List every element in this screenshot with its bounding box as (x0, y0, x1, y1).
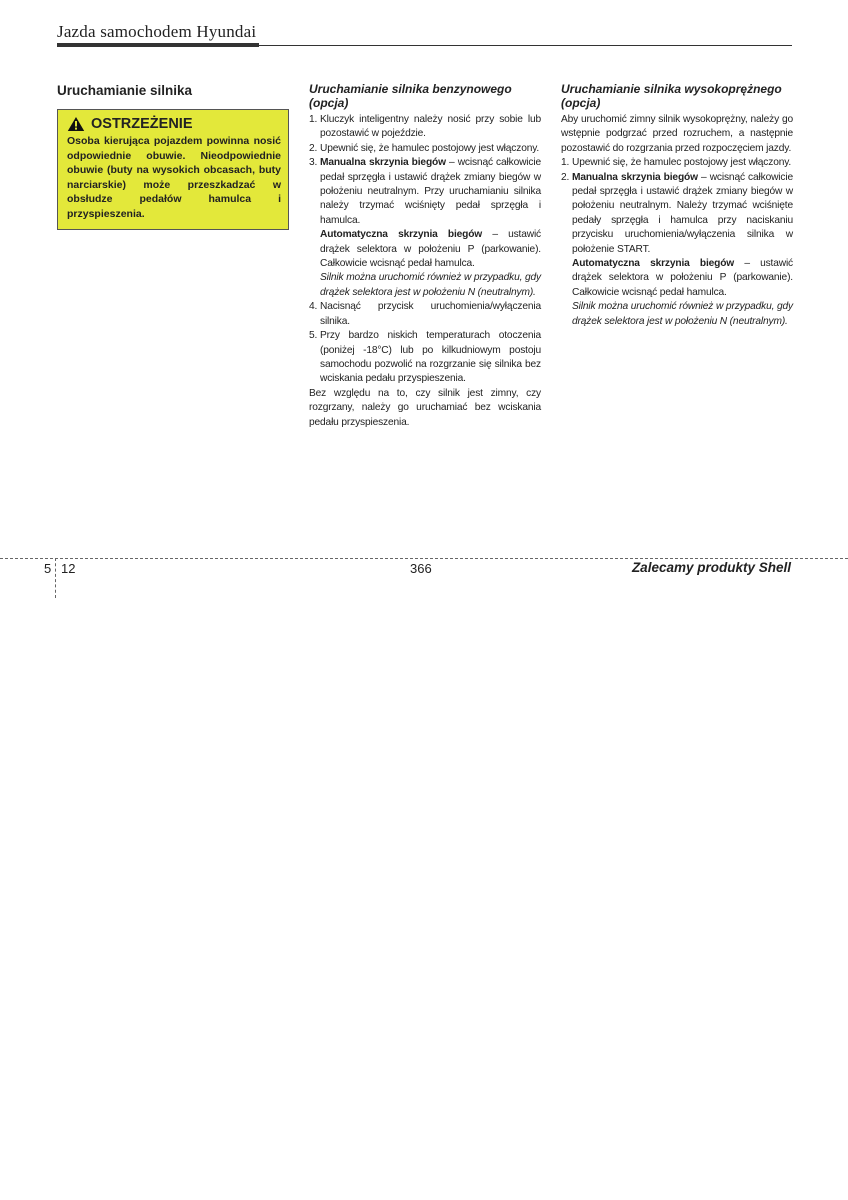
column-middle (309, 80, 541, 430)
footer-section-number: 5 (44, 561, 52, 576)
list-number: 3. (309, 157, 318, 169)
automatic-gearbox-text: – ustawić drążek selektora w położeniu P (parkowanie). Całkowicie wcisnąć pedał hamulca. (320, 229, 541, 270)
automatic-gearbox-label: Automatyczna skrzynia biegów (572, 258, 735, 270)
header-rule-thin (259, 45, 792, 46)
list-text: Upewnić się, że hamulec postojowy jest włączony. (320, 142, 540, 154)
subsection-title-diesel: Uruchamianie silnika wysokoprężnego (opcja) (561, 82, 782, 110)
list-item (309, 329, 541, 387)
list-number: 5. (309, 330, 318, 342)
petrol-instructions (309, 113, 541, 430)
automatic-gearbox-paragraph (561, 257, 793, 300)
manual-gearbox-text: – wcisnąć całkowicie pedał sprzęgła i ustawić drążek zmiany biegów w położeniu neutralnym. Należy trzymać wciśnięte pedały sprzęgła i hamulca przy naciskaniu przycisku uruchomienia/wyłączenia silnika w położenie START. (572, 171, 793, 255)
header-rule-thick (57, 43, 259, 47)
section-title: Uruchamianie silnika (57, 83, 193, 98)
warning-header (67, 116, 281, 132)
automatic-gearbox-text: – ustawić drążek selektora w położeniu P (parkowanie). Całkowicie wcisnąć pedał hamulca. (572, 258, 793, 298)
diesel-instructions (561, 113, 793, 329)
warning-text: Osoba kierująca pojazdem powinna nosić odpowiednie obuwie. Nieodpowiednie obuwie (buty na wysokich obcasach, buty narciarskie) może przeszkadzać w obsłudze pedałów hamulca i przyspieszenia. (67, 135, 281, 220)
list-item (561, 171, 793, 257)
footer-vertical-dashed-rule (55, 558, 56, 598)
column-left (57, 80, 289, 230)
list-text (572, 171, 793, 257)
warning-triangle-icon (67, 116, 85, 132)
footer-dashed-rule (0, 558, 848, 559)
manual-gearbox-label: Manualna skrzynia biegów (572, 171, 698, 183)
list-item (309, 113, 541, 142)
neutral-note: Silnik można uruchomić również w przypadku, gdy drążek selektora jest w położeniu N (neutralnym). (320, 272, 541, 298)
warning-label: OSTRZEŻENIE (91, 116, 193, 132)
footer-brand-note: Zalecamy produkty Shell (631, 560, 791, 575)
neutral-note: Silnik można uruchomić również w przypadku, gdy drążek selektora jest w położeniu N (neutralnym). (572, 301, 793, 327)
list-text: Upewnić się, że hamulec postojowy jest włączony. (572, 157, 792, 169)
list-item (309, 142, 541, 156)
running-header: Jazda samochodem Hyundai (57, 22, 257, 41)
footer-page-number: 366 (410, 561, 432, 576)
list-number: 4. (309, 301, 318, 313)
list-text: Nacisnąć przycisk uruchomienia/wyłączenia silnika. (320, 301, 541, 327)
column-right (561, 80, 793, 329)
automatic-gearbox-paragraph (309, 228, 541, 271)
list-text: Kluczyk inteligentny należy nosić przy sobie lub pozostawić w pojeździe. (320, 114, 541, 140)
manual-gearbox-text: – wcisnąć całkowicie pedał sprzęgła i ustawić drążek zmiany biegów w położeniu neutralnym. Przy uruchamianiu silnika należy trzymać wciśnięty pedał sprzęgła i hamulca. (320, 157, 541, 226)
subsection-title-petrol: Uruchamianie silnika benzynowego (opcja) (309, 82, 512, 110)
automatic-gearbox-label: Automatyczna skrzynia biegów (320, 229, 483, 241)
manual-gearbox-label: Manualna skrzynia biegów (320, 157, 446, 169)
list-number: 1. (561, 157, 570, 169)
list-text (320, 156, 541, 228)
list-number: 1. (309, 114, 318, 125)
list-item (561, 156, 793, 170)
list-item (309, 300, 541, 329)
list-text: Przy bardzo niskich temperaturach otoczenia (poniżej -18°C) lub po kilkudniowym postoju samochodu pozwolić na rozgrzanie się silnika bez wciskania pedału przyspieszenia. (320, 330, 541, 385)
list-item (309, 156, 541, 228)
closing-paragraph: Bez względu na to, czy silnik jest zimny, czy rozgrzany, należy go uruchamiać bez wciskania pedału przyspieszenia. (309, 387, 541, 428)
intro-paragraph: Aby uruchomić zimny silnik wysokoprężny, należy go wstępnie podgrzać przed rozruchem, a następnie pozostawić do rozgrzania przed rozpoczęciem jazdy. (561, 114, 793, 154)
list-number: 2. (309, 142, 318, 154)
warning-box (57, 109, 289, 230)
footer-section-page: 12 (61, 561, 76, 576)
list-number: 2. (561, 171, 570, 183)
